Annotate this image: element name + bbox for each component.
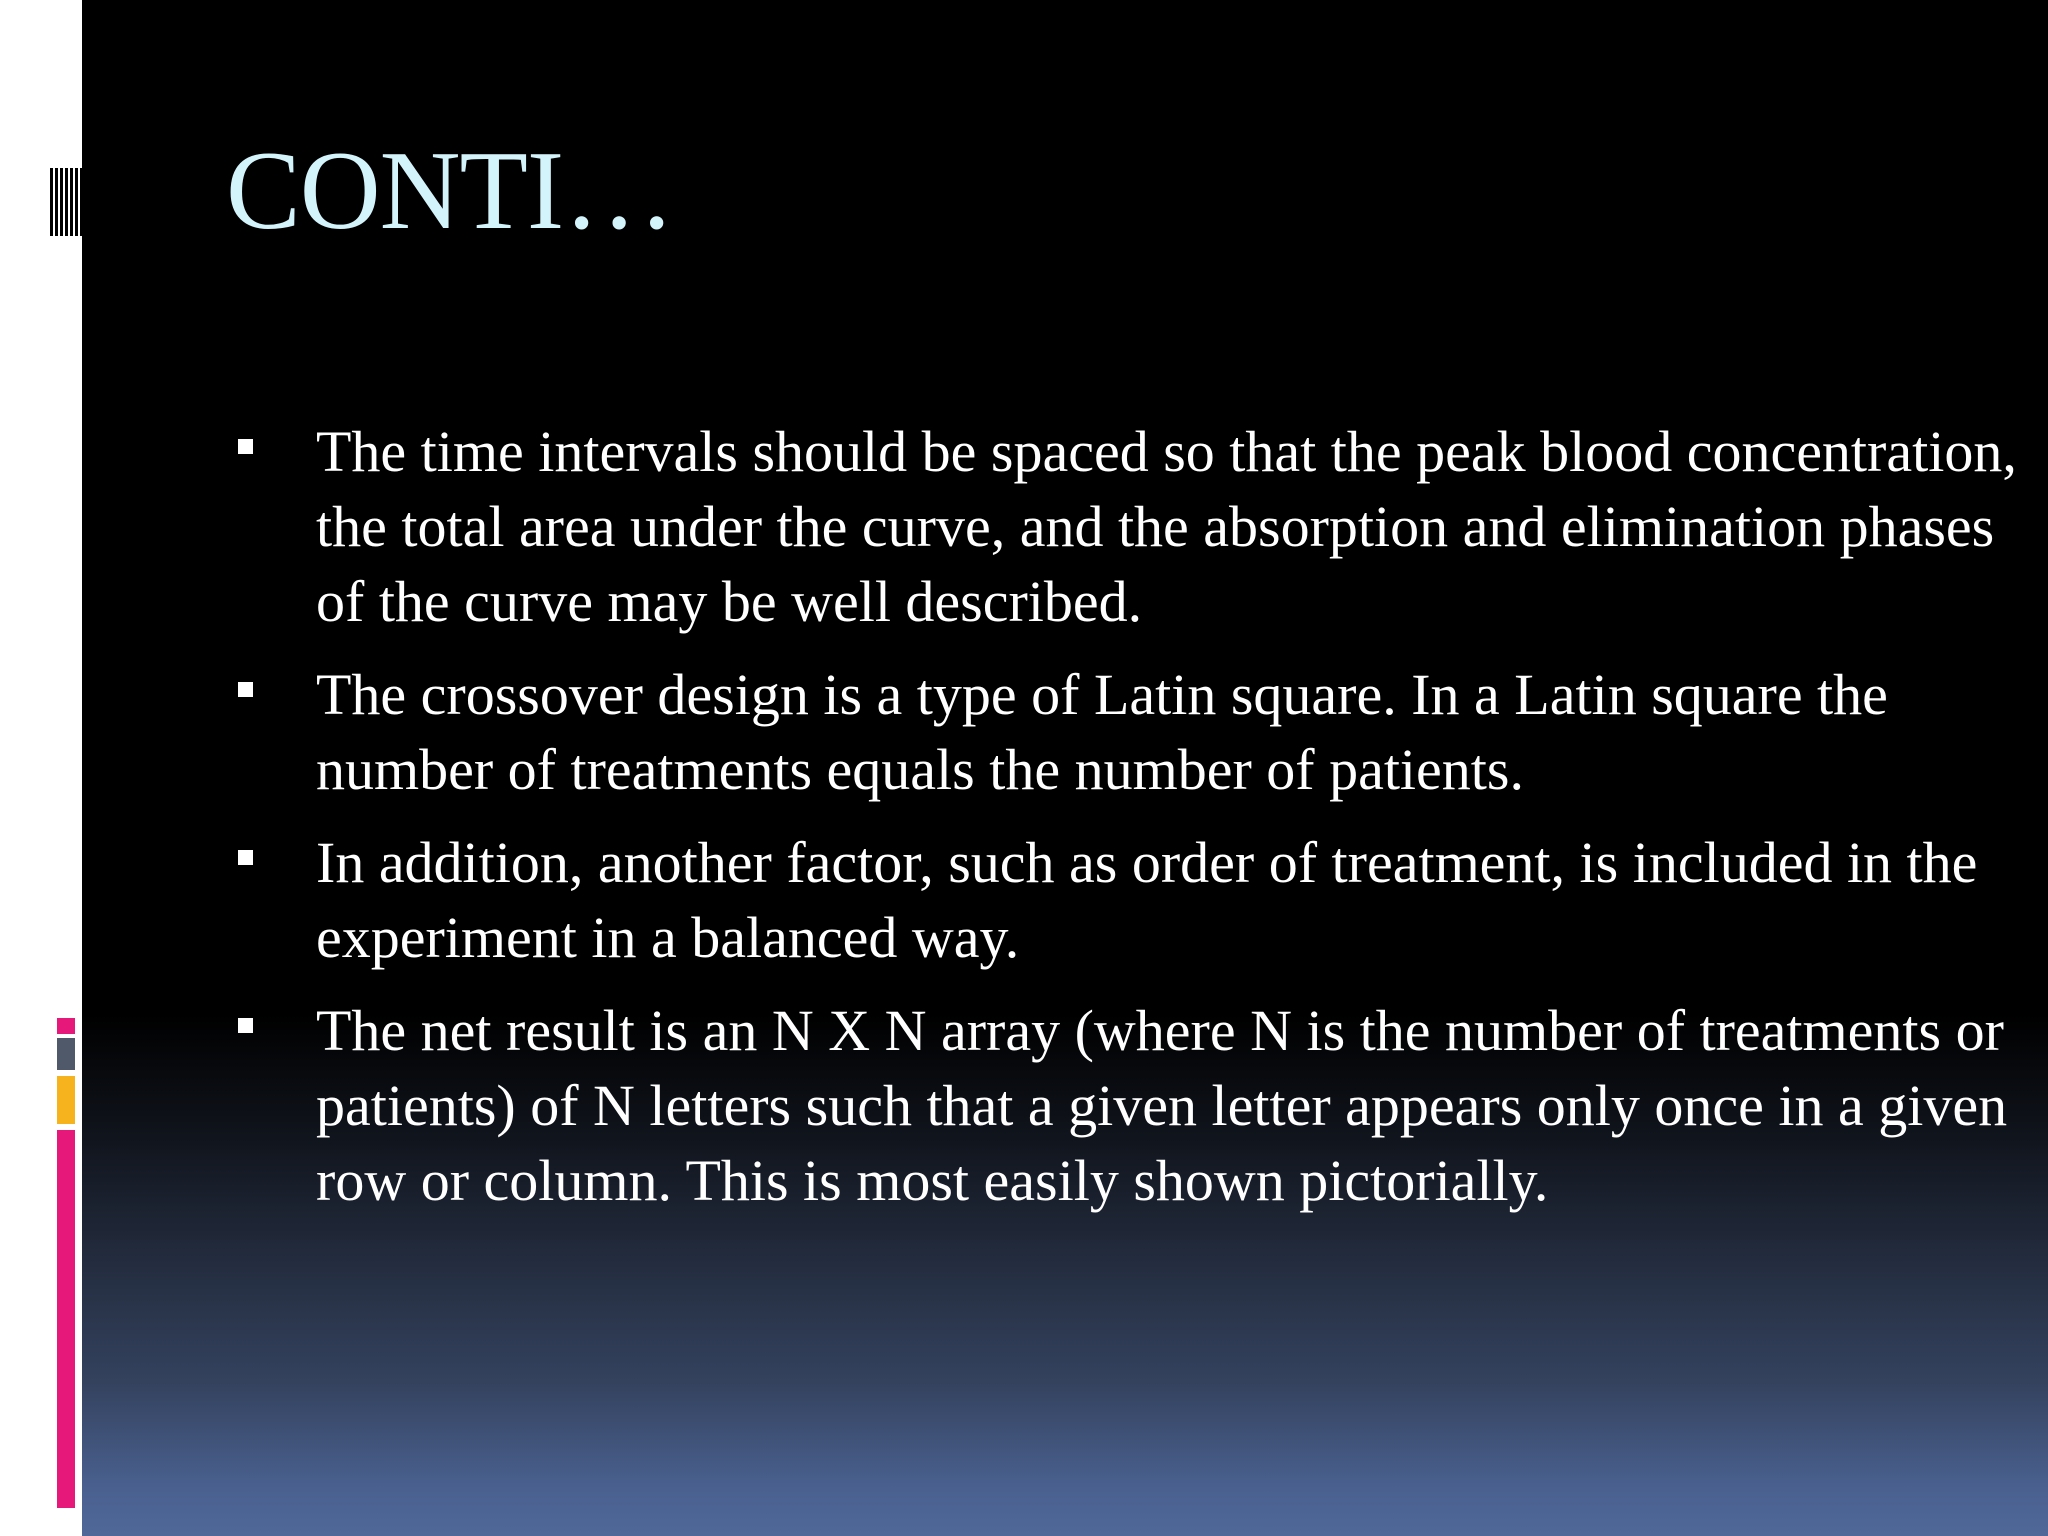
bullet-text: The net result is an N X N array (where N is the number of treatments or patients) of N letters such that a given letter appears only once in a given row or column. This is most easily shown pictorially. [316, 998, 2008, 1213]
accent-bar-slate [57, 1038, 75, 1070]
accent-bar-amber [57, 1076, 75, 1124]
bullet-item [238, 414, 2028, 639]
bullet-item [238, 993, 2028, 1218]
square-bullet-icon [238, 1018, 253, 1033]
square-bullet-icon [238, 682, 253, 697]
bullet-list [238, 414, 2028, 1236]
square-bullet-icon [238, 439, 253, 454]
slide-canvas [82, 0, 2048, 1536]
left-decoration-strip [0, 0, 82, 1536]
bullet-item [238, 825, 2028, 975]
bullet-item [238, 657, 2028, 807]
square-bullet-icon [238, 850, 253, 865]
barcode-ornament [50, 168, 82, 236]
bullet-text: In addition, another factor, such as order of treatment, is included in the experiment in a balanced way. [316, 830, 1978, 970]
accent-bar-pink [57, 1130, 75, 1508]
bullet-text: The crossover design is a type of Latin square. In a Latin square the number of treatments equals the number of patients. [316, 662, 1888, 802]
accent-bar-pink-top [57, 1018, 75, 1034]
slide-title: CONTI… [226, 129, 675, 253]
bullet-text: The time intervals should be spaced so that the peak blood concentration, the total area under the curve, and the absorption and elimination phases of the curve may be well described. [316, 419, 2017, 634]
